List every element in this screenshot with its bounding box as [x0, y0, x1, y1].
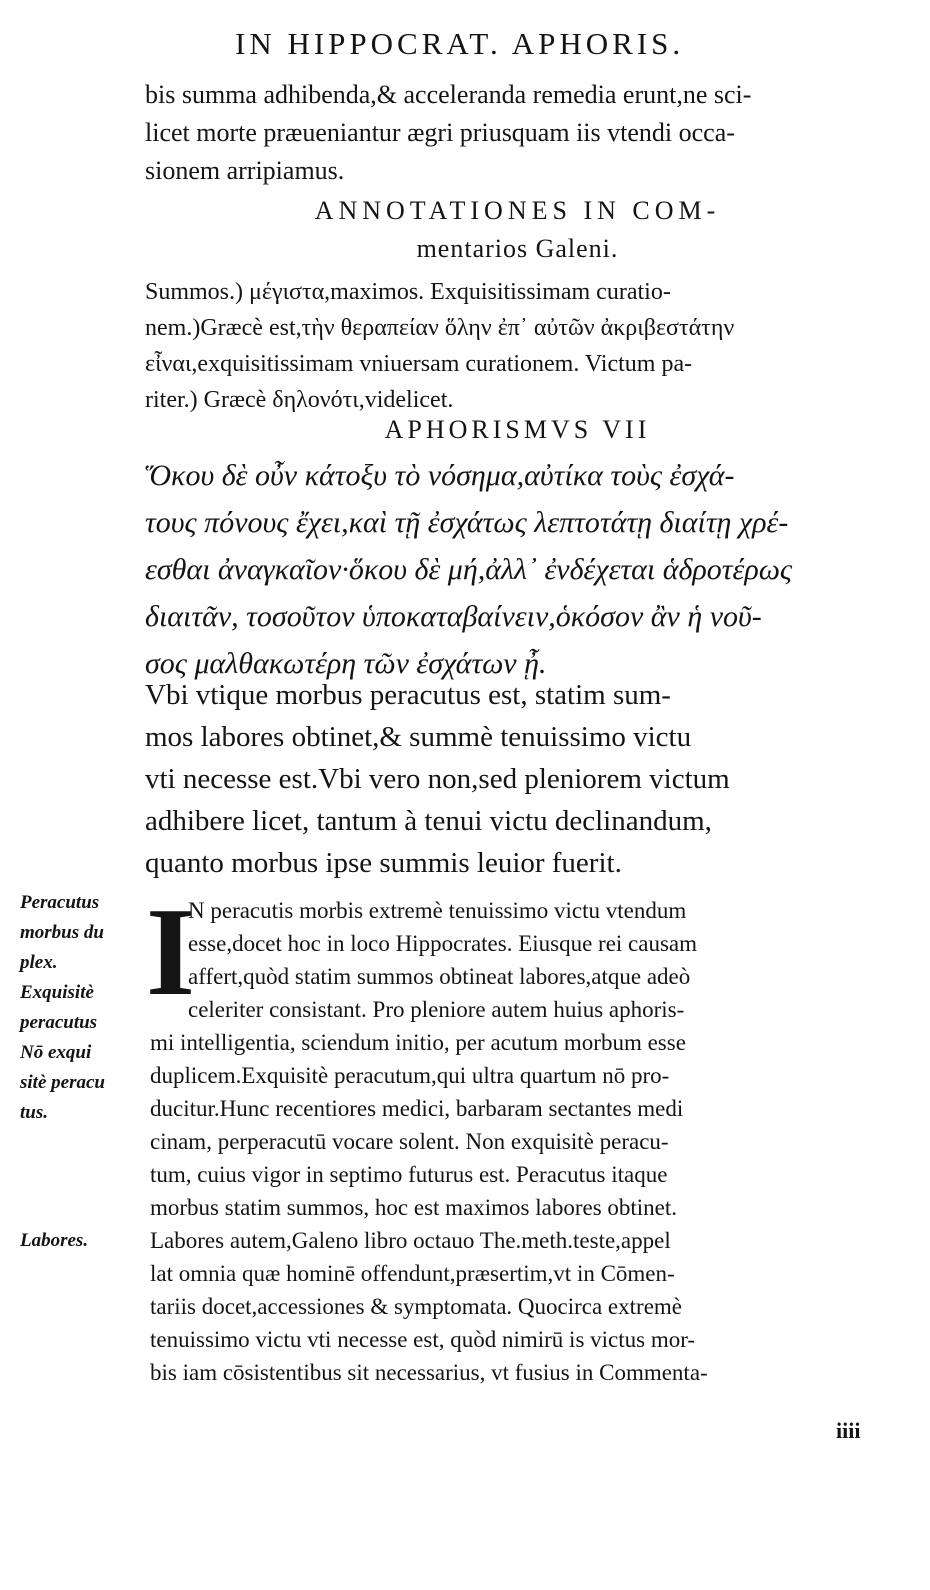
- greek-line: σος μαλθακωτέρη τῶν ἐσχάτων ᾖ.: [145, 647, 547, 680]
- commentary-line: morbus statim summos, hoc est maximos labores obtinet.: [150, 1195, 678, 1220]
- marginal-line: peracutus: [20, 1012, 98, 1033]
- commentary-line: duplicem.Exquisitè peracutum,qui ultra quartum nō pro-: [150, 1063, 670, 1088]
- text-line: sionem arripiamus.: [145, 156, 345, 185]
- commentary-line: mi intelligentia, sciendum initio, per acutum morbum esse: [150, 1030, 686, 1055]
- marginal-line: tus.: [20, 1102, 48, 1123]
- annotation-line: εἶναι,exquisitissimam vniuersam curationem. Victum pa-: [145, 351, 693, 377]
- commentary-line: bis iam cōsistentibus sit necessarius, vt fusius in Commenta-: [150, 1360, 708, 1385]
- latin-line: quanto morbus ipse summis leuior fuerit.: [145, 847, 622, 879]
- greek-line: Ὅκου δὲ οὖν κάτοξυ τὸ νόσημα,αὐτίκα τοὺς ἐσχά-: [145, 459, 735, 492]
- heading-line: ANNOTATIONES IN COM-: [314, 196, 721, 225]
- commentary-line: N peracutis morbis extremè tenuissimo victu vtendum: [188, 898, 687, 923]
- drop-cap: I: [146, 883, 196, 1022]
- annotation-line: Summos.) μέγιστα,maximos. Exquisitissimam curatio-: [145, 279, 671, 305]
- commentary-line: affert,quòd statim summos obtineat labores,atque adeò: [188, 964, 691, 989]
- continuation-paragraph: [145, 76, 890, 190]
- marginal-line: sitè peracu: [20, 1072, 105, 1093]
- commentary-line: tariis docet,accessiones & symptomata. Quocirca extremè: [150, 1294, 682, 1319]
- latin-line: adhibere licet, tantum à tenui victu declinandum,: [145, 805, 712, 837]
- greek-line: εσθαι ἀναγκαῖον·ὅκου δὲ μή,ἀλλ᾽ ἐνδέχεται ἁδροτέρως: [145, 553, 793, 586]
- aphorism-heading: APHORISMVS VII: [384, 415, 651, 444]
- text-line: bis summa adhibenda,& acceleranda remedia erunt,ne sci-: [145, 80, 752, 109]
- marginal-line: Exquisitè: [20, 982, 94, 1003]
- commentary-line: lat omnia quæ hominē offendunt,præsertim,vt in Cōmen-: [150, 1261, 675, 1286]
- marginal-line: Peracutus: [20, 892, 100, 913]
- commentary-line: tenuissimo victu vti necesse est, quòd nimirū is victus mor-: [150, 1327, 696, 1352]
- annotation-line: riter.) Græcè δηλονότι,videlicet.: [145, 387, 454, 413]
- annotation-line: nem.)Græcè est,τὴν θεραπείαν ὅλην ἐπ᾽ αὐτῶν ἀκριβεστάτην: [145, 315, 735, 341]
- marginal-note-peracutus: [20, 888, 142, 1128]
- greek-aphorism: [145, 452, 890, 687]
- commentary-line: cinam, perperacutū vocare solent. Non exquisitè peracu-: [150, 1129, 669, 1154]
- commentary-line: celeriter consistant. Pro pleniore autem huius aphoris-: [188, 997, 685, 1022]
- commentary-paragraph: [150, 894, 895, 1389]
- annotations-heading: [140, 192, 895, 268]
- annotations-paragraph: [145, 274, 890, 418]
- commentary-line: ducitur.Hunc recentiores medici, barbaram sectantes medi: [150, 1096, 684, 1121]
- signature-mark: iiii: [836, 1418, 861, 1443]
- commentary-line: tum, cuius vigor in septimo futurus est. Peracutus itaque: [150, 1162, 668, 1187]
- text-line: licet morte præueniantur ægri priusquam iis vtendi occa-: [145, 118, 735, 147]
- greek-line: διαιτᾶν, τοσοῦτον ὑποκαταβαίνειν,ὁκόσον ἂν ἡ νοῦ-: [145, 600, 762, 633]
- heading-subline: mentarios Galeni.: [416, 234, 619, 263]
- marginal-note-labores: [20, 1226, 142, 1256]
- marginal-line: plex.: [20, 952, 58, 973]
- marginal-line: Labores.: [20, 1230, 89, 1251]
- latin-line: vti necesse est.Vbi vero non,sed pleniorem victum: [145, 763, 730, 795]
- marginal-line: morbus du: [20, 922, 104, 943]
- commentary-line: Labores autem,Galeno libro octauo The.meth.teste,appel: [150, 1228, 671, 1253]
- greek-line: τους πόνους ἔχει,καὶ τῇ ἐσχάτως λεπτοτάτῃ διαίτῃ χρέ-: [145, 506, 789, 539]
- commentary-line: esse,docet hoc in loco Hippocrates. Eiusque rei causam: [188, 931, 698, 956]
- latin-line: mos labores obtinet,& summè tenuissimo victu: [145, 721, 692, 753]
- latin-translation: [145, 674, 890, 884]
- latin-line: Vbi vtique morbus peracutus est, statim sum-: [145, 679, 671, 711]
- running-head: IN HIPPOCRAT. APHORIS.: [235, 26, 685, 61]
- marginal-line: Nō exqui: [20, 1042, 92, 1063]
